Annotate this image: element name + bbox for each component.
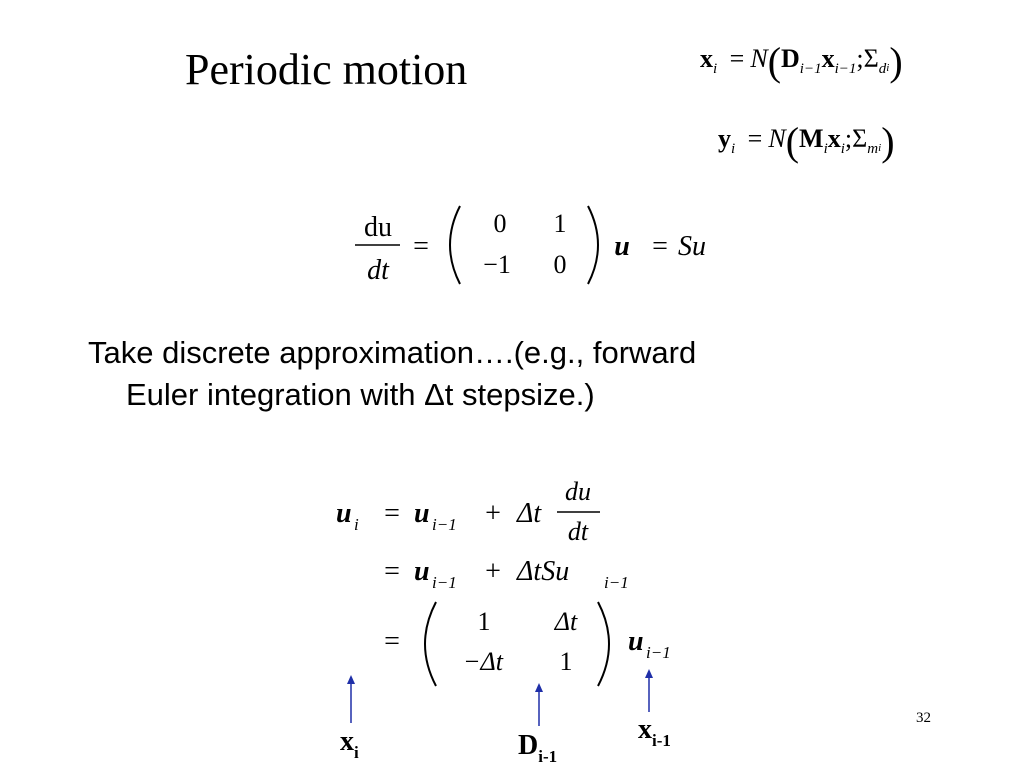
euler-row2-u: u bbox=[414, 556, 430, 587]
formula-cov-subsub: i bbox=[886, 62, 890, 74]
formula-open-paren: ( bbox=[785, 119, 800, 164]
ode-m21: −1 bbox=[483, 250, 511, 279]
formula-equals: = bbox=[747, 124, 763, 153]
formula-cov: Σ bbox=[863, 44, 879, 73]
ode-m12: 1 bbox=[553, 209, 567, 238]
euler-row1-u-sub: i−1 bbox=[432, 515, 457, 534]
label-xim1-sub: i-1 bbox=[652, 731, 671, 750]
label-d bbox=[518, 732, 557, 765]
ode-rhs: Su bbox=[678, 231, 706, 262]
formula-dist: N bbox=[768, 124, 786, 153]
arrow-xi-head bbox=[347, 675, 355, 684]
euler-row1-frac-num: du bbox=[565, 477, 591, 506]
page-number: 32 bbox=[916, 710, 931, 726]
formula-cov-sub: m bbox=[867, 141, 879, 157]
ode-u: u bbox=[614, 231, 630, 262]
label-d-main: D bbox=[518, 730, 539, 761]
formula-lhs-sub: i bbox=[731, 141, 736, 157]
euler-row3-u: u bbox=[628, 626, 644, 657]
ode-m11: 0 bbox=[493, 209, 507, 238]
ode-frac-den: dt bbox=[367, 255, 389, 286]
formula-vec-sub: i bbox=[840, 141, 845, 157]
ode-equals: = bbox=[413, 231, 429, 262]
ode-equals-2: = bbox=[652, 231, 668, 262]
euler-row2-rest: ΔtSu bbox=[517, 556, 570, 587]
euler-row1-plus: + bbox=[485, 498, 501, 529]
formula-cov-sub: d bbox=[878, 61, 887, 77]
label-xim1-main: x bbox=[638, 714, 652, 745]
euler-m11: 1 bbox=[477, 607, 491, 636]
formula-close-paren: ) bbox=[889, 39, 903, 84]
formula-sep: ; bbox=[844, 124, 853, 153]
euler-row2-plus: + bbox=[485, 556, 501, 587]
body-line-2: Euler integration with Δt stepsize.) bbox=[126, 377, 595, 412]
euler-m22: 1 bbox=[559, 647, 573, 676]
euler-row1-eq: = bbox=[384, 498, 400, 529]
formula-sep: ; bbox=[856, 44, 864, 73]
euler-row2-u-sub: i−1 bbox=[432, 573, 457, 592]
euler-row1-lhs-sub: i bbox=[354, 515, 359, 534]
formula-matrix-sub: i bbox=[823, 141, 828, 157]
annotation-arrows bbox=[347, 669, 653, 726]
formula-vec: x bbox=[821, 44, 835, 73]
formula-lhs: x bbox=[700, 44, 713, 73]
formula-lhs-sub: i bbox=[713, 61, 718, 77]
euler-row1-u: u bbox=[414, 498, 430, 529]
euler-matrix-left-paren bbox=[425, 602, 436, 686]
euler-row1-frac-den: dt bbox=[567, 517, 589, 546]
label-d-sub: i-1 bbox=[538, 747, 558, 766]
arrow-xim1-head bbox=[645, 669, 653, 678]
formula-cov: Σ bbox=[852, 124, 868, 153]
formula-vec: x bbox=[827, 124, 841, 153]
ode-frac-num: du bbox=[364, 212, 392, 243]
label-xim1 bbox=[638, 716, 671, 749]
formula-cov-subsub: i bbox=[878, 142, 882, 154]
formula-vec-sub: i−1 bbox=[834, 61, 857, 77]
euler-m12: Δt bbox=[554, 607, 578, 636]
formula-matrix: D bbox=[781, 44, 800, 73]
euler-row3-eq: = bbox=[384, 626, 400, 657]
formula-dist: N bbox=[750, 44, 768, 73]
euler-row2-eq: = bbox=[384, 556, 400, 587]
formula-close-paren: ) bbox=[881, 119, 895, 164]
euler-row1-dt: Δt bbox=[517, 498, 542, 529]
formula-matrix-sub: i−1 bbox=[799, 61, 822, 77]
label-xi-sub: i bbox=[354, 743, 359, 762]
formula-equals: = bbox=[729, 44, 745, 73]
label-xi-main: x bbox=[340, 726, 354, 757]
euler-m21: −Δt bbox=[462, 647, 504, 676]
euler-row3-u-sub: i−1 bbox=[646, 643, 671, 662]
formula-matrix: M bbox=[799, 124, 824, 153]
euler-matrix-right-paren bbox=[598, 602, 609, 686]
formula-lhs: y bbox=[718, 124, 731, 153]
euler-row2-rest-sub: i−1 bbox=[604, 573, 629, 592]
euler-row1-lhs: u bbox=[336, 498, 352, 529]
body-line-1: Take discrete approximation….(e.g., forward bbox=[88, 335, 697, 370]
label-xi bbox=[340, 728, 359, 761]
arrow-d-head bbox=[535, 683, 543, 692]
slide-title: Periodic motion bbox=[185, 45, 468, 94]
ode-m22: 0 bbox=[553, 250, 567, 279]
formula-open-paren: ( bbox=[767, 39, 782, 84]
